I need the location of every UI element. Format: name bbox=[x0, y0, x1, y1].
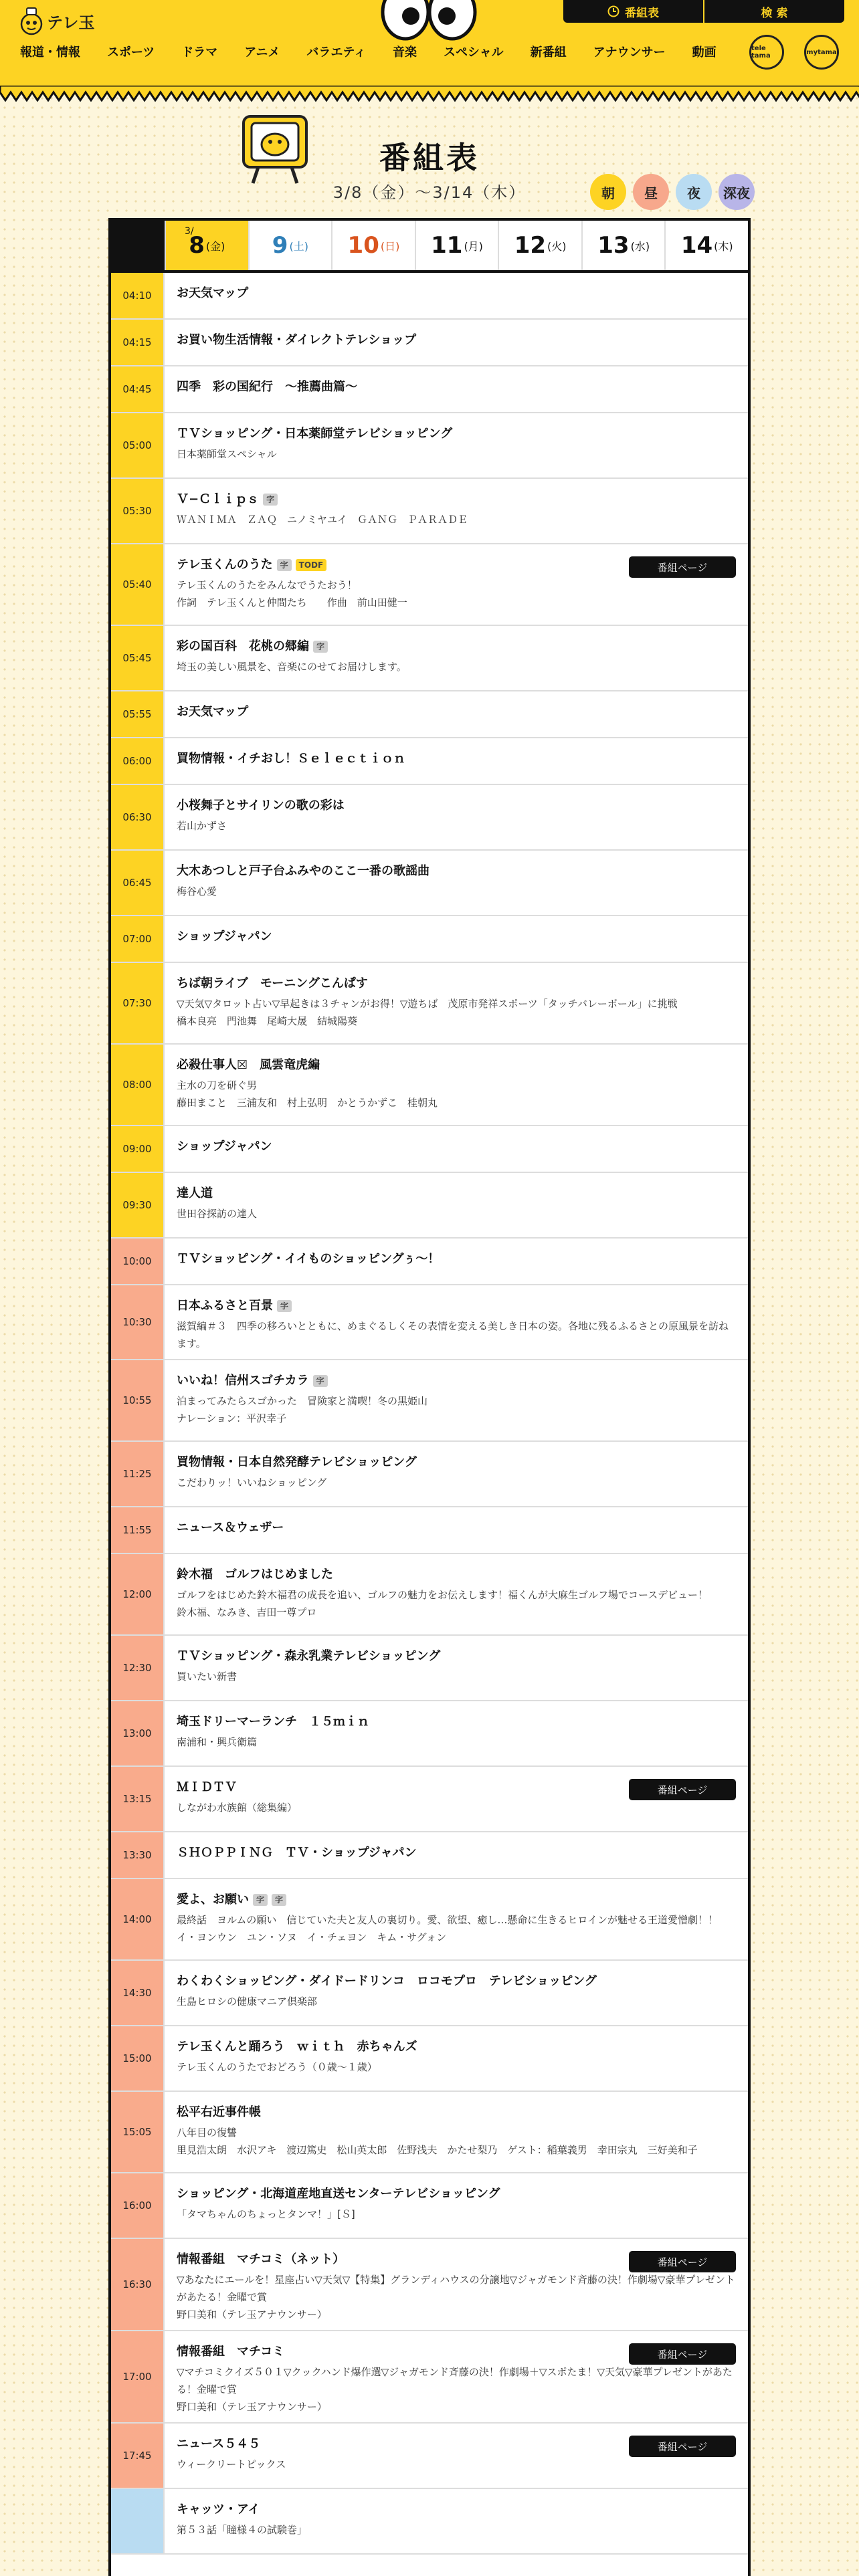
program-title-text[interactable]: キャッツ・アイ bbox=[177, 2502, 260, 2516]
program-title bbox=[177, 285, 736, 302]
day-tab-month: 3/ bbox=[185, 226, 194, 237]
program-description: ▽天気▽タロット占い▽早起きは３チャンがお得！▽遊ちば 茂原市発祥スポーツ「タッチバレーボール」に挑戦 bbox=[177, 998, 678, 1010]
program-description: 買いたい新書 bbox=[177, 1671, 237, 1683]
program-time: 17:00 bbox=[111, 2331, 165, 2422]
program-time: 06:45 bbox=[111, 851, 165, 915]
program-description: 世田谷探訪の達人 bbox=[177, 1208, 258, 1220]
day-tab-weekday: (月) bbox=[464, 239, 483, 253]
program-title-text[interactable]: ＳＨＯＰＰＩＮＧ ＴＶ・ショップジャパン bbox=[177, 1846, 417, 1860]
program-title-text[interactable]: ショッピング・北海道産地直送センターテレビショッピング bbox=[177, 2187, 500, 2201]
program-title-text[interactable]: ニュース５４５ bbox=[177, 2437, 261, 2451]
program-title bbox=[177, 1372, 736, 1390]
day-tab-weekday: (火) bbox=[547, 239, 567, 253]
program-info bbox=[165, 1961, 748, 2025]
program-row[interactable] bbox=[111, 851, 748, 916]
program-row[interactable] bbox=[111, 273, 748, 320]
subtitle-badge: 字 bbox=[277, 559, 292, 571]
program-row[interactable] bbox=[111, 413, 748, 479]
day-tab-weekday: (土) bbox=[289, 239, 308, 253]
nav-item-anime[interactable]: アニメ bbox=[244, 45, 280, 60]
nav-item-new-programs[interactable]: 新番組 bbox=[530, 45, 567, 60]
program-row[interactable] bbox=[111, 1701, 748, 1767]
nav-item-news[interactable]: 報道・情報 bbox=[20, 45, 80, 60]
todf-badge: TODF bbox=[296, 559, 327, 571]
program-row[interactable] bbox=[111, 544, 748, 626]
program-description: 最終話 ヨルムの願い 信じていた夫と友人の裏切り。愛、欲望、癒し…懸命に生きるヒロインが魅せる王道愛憎劇！！ bbox=[177, 1914, 718, 1926]
program-description: 野口美和（テレ玉アナウンサー） bbox=[177, 2309, 327, 2321]
program-info bbox=[165, 1701, 748, 1765]
program-info bbox=[165, 273, 748, 318]
program-info bbox=[165, 916, 748, 962]
program-title-text[interactable]: ＴＶショッピング・日本薬師堂テレビショッピング bbox=[177, 427, 453, 441]
program-time: 05:00 bbox=[111, 413, 165, 477]
program-title bbox=[177, 863, 736, 880]
program-info bbox=[165, 1126, 748, 1172]
program-info bbox=[165, 738, 748, 784]
program-description: 生島ヒロシの健康マニア倶楽部 bbox=[177, 1996, 318, 2008]
schedule-link[interactable] bbox=[563, 0, 703, 23]
program-time: 13:00 bbox=[111, 1701, 165, 1765]
program-title-text[interactable]: 松平右近事件帳 bbox=[177, 2105, 261, 2119]
program-description: ▽あなたにエールを！星座占い▽天気▽【特集】グランディハウスの分譲地▽ジャガモンド斉藤の決！作劇場▽豪華プレゼントがあたる！金曜で賞 bbox=[177, 2274, 735, 2303]
program-title-text[interactable]: ＴＶショッピング・森永乳業テレビショッピング bbox=[177, 1649, 441, 1663]
program-description: しながわ水族館（総集編） bbox=[177, 1802, 298, 1814]
program-info bbox=[165, 963, 748, 1043]
program-info bbox=[165, 366, 748, 412]
program-time: 05:30 bbox=[111, 479, 165, 543]
program-time: 12:00 bbox=[111, 1554, 165, 1634]
program-title bbox=[177, 332, 736, 349]
mytama-icon[interactable] bbox=[804, 35, 839, 70]
site-header bbox=[0, 0, 859, 94]
program-row[interactable] bbox=[111, 366, 748, 413]
program-info bbox=[165, 691, 748, 737]
day-tabs-corner bbox=[111, 221, 165, 270]
program-row[interactable] bbox=[111, 1961, 748, 2026]
program-info bbox=[165, 2424, 748, 2488]
program-description: 若山かずさ bbox=[177, 820, 227, 832]
program-description: こだわりッ！いいねショッピング bbox=[177, 1477, 327, 1489]
program-title-text[interactable]: 四季 彩の国紀行 〜推薦曲篇〜 bbox=[177, 380, 357, 394]
tele-tama-mascot-icon bbox=[20, 5, 43, 36]
header-zigzag-divider bbox=[0, 86, 859, 102]
program-time: 13:15 bbox=[111, 1767, 165, 1831]
program-page-button[interactable]: 番組ページ bbox=[629, 1779, 736, 1800]
program-title-text[interactable]: 彩の国百科 花桃の郷編 bbox=[177, 639, 309, 653]
nav-service-icons bbox=[749, 35, 839, 70]
subtitle-badge: 字 bbox=[313, 1375, 328, 1387]
program-title-text[interactable]: 埼玉ドリーマーランチ １５ｍｉｎ bbox=[177, 1715, 369, 1729]
program-description: 八年目の復讐 bbox=[177, 2127, 237, 2139]
program-info bbox=[165, 785, 748, 849]
program-description: ウィークリートピックス bbox=[177, 2458, 286, 2470]
program-row[interactable] bbox=[111, 916, 748, 963]
program-row[interactable] bbox=[111, 738, 748, 785]
program-title-text[interactable]: 愛よ、お願い bbox=[177, 1893, 249, 1907]
day-tab[interactable] bbox=[415, 221, 498, 270]
program-title-text[interactable]: 必殺仕事人☒ 風雲竜虎編 bbox=[177, 1058, 320, 1072]
program-title-text[interactable]: ショップジャパン bbox=[177, 930, 272, 944]
day-tab-date: 10 bbox=[347, 232, 379, 259]
slot-daytime-button[interactable]: 昼 bbox=[633, 174, 669, 210]
program-info bbox=[165, 851, 748, 915]
program-title-text[interactable]: わくわくショッピング・ダイドードリンコ ロコモプロ テレビショッピング bbox=[177, 1974, 597, 1988]
program-title bbox=[177, 1297, 736, 1315]
program-title bbox=[177, 1519, 736, 1537]
mascot-eyes-icon bbox=[379, 0, 479, 43]
program-title-text[interactable]: 大木あつしと戸子台ふみやのここ一番の歌謡曲 bbox=[177, 864, 430, 878]
program-time: 16:00 bbox=[111, 2173, 165, 2238]
day-tab-weekday: (木) bbox=[714, 239, 733, 253]
program-row[interactable] bbox=[111, 1126, 748, 1173]
program-time: 09:00 bbox=[111, 1126, 165, 1172]
program-row[interactable] bbox=[111, 785, 748, 851]
program-row[interactable] bbox=[111, 2331, 748, 2424]
program-description: 里見浩太朗 水沢アキ 渡辺篤史 松山英太郎 佐野浅夫 かたせ梨乃 ゲスト：稲葉義男 幸田宗丸 三好美和子 bbox=[177, 2144, 698, 2156]
program-info bbox=[165, 2173, 748, 2238]
program-title bbox=[177, 1185, 736, 1202]
nav-item-sports[interactable]: スポーツ bbox=[107, 45, 155, 60]
program-title bbox=[177, 1713, 736, 1731]
subtitle-badge: 字 bbox=[272, 1894, 286, 1906]
program-info bbox=[165, 1045, 748, 1125]
program-time: 11:55 bbox=[111, 1507, 165, 1553]
mytama-label: mytama bbox=[806, 48, 837, 56]
program-row[interactable] bbox=[111, 1173, 748, 1239]
program-title bbox=[177, 1454, 736, 1471]
program-schedule bbox=[108, 218, 751, 2576]
program-time: 14:00 bbox=[111, 1879, 165, 1959]
program-row[interactable] bbox=[111, 1636, 748, 1701]
program-title bbox=[177, 2038, 736, 2056]
subtitle-badge: 字 bbox=[253, 1894, 268, 1906]
program-description: 日本薬師堂スペシャル bbox=[177, 448, 277, 460]
program-row[interactable] bbox=[111, 1045, 748, 1126]
program-title-text[interactable]: ＭＩＤＴＶ bbox=[177, 1780, 237, 1794]
program-title bbox=[177, 425, 736, 443]
program-description: ＷＡＮＩＭＡ ＺＡＱ ニノミヤユイ ＧＡＮＧ ＰＡＲＡＤＥ bbox=[177, 514, 468, 526]
day-tab-weekday: (金) bbox=[205, 239, 225, 253]
subtitle-badge: 字 bbox=[277, 1300, 292, 1312]
search-link[interactable] bbox=[703, 0, 844, 23]
program-title bbox=[177, 2104, 736, 2121]
program-info bbox=[165, 1554, 748, 1634]
program-description: 主水の刀を研ぐ男 bbox=[177, 1079, 258, 1091]
program-title bbox=[177, 491, 736, 508]
program-title bbox=[177, 379, 736, 396]
program-title bbox=[177, 1138, 736, 1156]
program-description: 鈴木福、なみき、吉田一尊プロ bbox=[177, 1606, 317, 1618]
program-time: 05:45 bbox=[111, 626, 165, 690]
search-link-label: 検 索 bbox=[761, 6, 788, 20]
program-title-text[interactable]: Ｖ−Ｃｌｉｐｓ bbox=[177, 492, 260, 506]
day-tab-date: 11 bbox=[431, 232, 463, 259]
program-title bbox=[177, 704, 736, 721]
day-tab[interactable] bbox=[165, 221, 248, 270]
program-title-text[interactable]: テレ玉くんのうた bbox=[177, 558, 273, 572]
tele-tama-app-label: tele tama bbox=[751, 45, 771, 60]
program-description: イ・ヨンウン ユン・ソヌ イ・チェヨン キム・サグォン bbox=[177, 1931, 447, 1943]
program-description: 橋本良亮 門池舞 尾崎大晟 結城陽葵 bbox=[177, 1015, 358, 1027]
day-tab-date: 13 bbox=[597, 232, 630, 259]
program-time bbox=[111, 2489, 165, 2553]
program-info bbox=[165, 1285, 748, 1359]
program-description: 埼玉の美しい風景を、音楽にのせてお届けします。 bbox=[177, 661, 407, 673]
program-description: 泊まってみたらスゴかった 冒険家と満喫！冬の黒姫山 bbox=[177, 1395, 428, 1407]
program-title bbox=[177, 975, 736, 992]
program-info bbox=[165, 2489, 748, 2553]
program-page-button[interactable]: 番組ページ bbox=[629, 556, 736, 578]
program-row[interactable] bbox=[111, 1360, 748, 1442]
program-description: ▽マチコミクイズ５０１▽クックハンド爆作選▽ジャガモンド斉藤の決！作劇場＋▽スポたま！▽天気▽豪華プレゼントがあたる！金曜で賞 bbox=[177, 2366, 733, 2395]
day-tab-weekday: (日) bbox=[380, 239, 400, 253]
program-row[interactable] bbox=[111, 1507, 748, 1554]
nav-item-videos[interactable]: 動画 bbox=[692, 45, 717, 60]
program-page-button[interactable]: 番組ページ bbox=[629, 2436, 736, 2457]
program-row[interactable] bbox=[111, 2239, 748, 2331]
clock-icon bbox=[607, 5, 619, 17]
program-title-text[interactable]: ちば朝ライブ モーニングこんぱす bbox=[177, 976, 368, 990]
program-time: 10:30 bbox=[111, 1285, 165, 1359]
program-info bbox=[165, 1636, 748, 1700]
day-tab-weekday: (水) bbox=[630, 239, 650, 253]
program-time: 08:00 bbox=[111, 1045, 165, 1125]
program-time: 10:55 bbox=[111, 1360, 165, 1440]
top-utility-bar bbox=[563, 0, 844, 23]
program-time: 09:30 bbox=[111, 1173, 165, 1237]
program-title-text[interactable]: 鈴木福 ゴルフはじめました bbox=[177, 1568, 333, 1582]
program-page-button[interactable]: 番組ページ bbox=[629, 2343, 736, 2365]
program-info bbox=[165, 2092, 748, 2172]
program-time: 06:30 bbox=[111, 785, 165, 849]
schedule-link-label: 番組表 bbox=[625, 6, 659, 20]
day-tab[interactable] bbox=[331, 221, 415, 270]
date-range: 3/8（金）〜3/14（木） bbox=[332, 183, 527, 202]
program-row[interactable] bbox=[111, 963, 748, 1045]
site-logo[interactable] bbox=[20, 5, 95, 36]
program-title-text[interactable]: 買物情報・イチおし！Ｓｅｌｅｃｔｉｏｎ bbox=[177, 752, 405, 766]
program-info bbox=[165, 1767, 748, 1831]
day-tabs bbox=[111, 221, 748, 273]
program-title bbox=[177, 797, 736, 815]
program-row[interactable] bbox=[111, 2173, 748, 2239]
main-nav bbox=[20, 43, 743, 60]
slot-morning-button[interactable]: 朝 bbox=[590, 174, 626, 210]
program-title-text[interactable]: お買い物生活情報・ダイレクトテレショップ bbox=[177, 333, 417, 347]
program-time: 15:00 bbox=[111, 2026, 165, 2090]
subtitle-badge: 字 bbox=[313, 641, 328, 653]
program-time: 05:40 bbox=[111, 544, 165, 625]
program-row[interactable] bbox=[111, 626, 748, 691]
program-row[interactable] bbox=[111, 1554, 748, 1636]
program-title-text[interactable]: ＴＶショッピング・イイものショッピングぅ〜！ bbox=[177, 1252, 440, 1266]
program-row[interactable] bbox=[111, 1767, 748, 1832]
program-page-button[interactable]: 番組ページ bbox=[629, 2251, 736, 2272]
nav-item-announcers[interactable]: アナウンサー bbox=[593, 45, 666, 60]
program-row[interactable] bbox=[111, 1285, 748, 1360]
program-time: 04:15 bbox=[111, 320, 165, 365]
program-description: テレ玉くんのうたでおどろう（０歳〜１歳） bbox=[177, 2061, 377, 2073]
day-tab[interactable] bbox=[664, 221, 748, 270]
program-description: 南浦和・興兵衛篇 bbox=[177, 1736, 258, 1748]
program-title bbox=[177, 1648, 736, 1665]
program-time: 04:45 bbox=[111, 366, 165, 412]
program-info bbox=[165, 1173, 748, 1237]
program-row[interactable] bbox=[111, 1239, 748, 1285]
program-title-text[interactable]: テレ玉くんと踊ろう ｗｉｔｈ 赤ちゃんズ bbox=[177, 2040, 417, 2054]
program-row[interactable] bbox=[111, 2092, 748, 2173]
program-description: 滋賀編＃３ 四季の移ろいとともに、めまぐるしくその表情を変える美しき日本の姿。各地に残るふるさとの原風景を訪ねます。 bbox=[177, 1320, 729, 1350]
subtitle-badge: 字 bbox=[263, 494, 278, 506]
program-time: 07:30 bbox=[111, 963, 165, 1043]
day-tab-date: 14 bbox=[680, 232, 713, 259]
program-title bbox=[177, 1844, 736, 1862]
program-title-text[interactable]: 買物情報・日本自然発酵テレビショッピング bbox=[177, 1455, 417, 1469]
program-description: テレ玉くんのうたをみんなでうたおう！ bbox=[177, 579, 357, 591]
program-time: 16:30 bbox=[111, 2239, 165, 2330]
program-row[interactable] bbox=[111, 1879, 748, 1961]
program-row[interactable] bbox=[111, 691, 748, 738]
program-info bbox=[165, 544, 748, 625]
program-title bbox=[177, 750, 736, 768]
program-info bbox=[165, 1832, 748, 1878]
program-info bbox=[165, 1442, 748, 1506]
program-title bbox=[177, 1057, 736, 1074]
program-title bbox=[177, 2501, 736, 2518]
program-info bbox=[165, 626, 748, 690]
program-title-text[interactable]: いいね！信州スゴチカラ bbox=[177, 1374, 309, 1388]
program-row[interactable] bbox=[111, 2026, 748, 2092]
program-info bbox=[165, 1879, 748, 1959]
nav-item-drama[interactable]: ドラマ bbox=[181, 45, 218, 60]
program-title-text[interactable]: お天気マップ bbox=[177, 705, 249, 719]
time-slot-jump bbox=[590, 174, 755, 210]
program-title bbox=[177, 638, 736, 655]
program-info bbox=[165, 1360, 748, 1440]
nav-item-special[interactable]: スペシャル bbox=[443, 45, 504, 60]
program-description: 作詞 テレ玉くんと仲間たち 作曲 前山田健一 bbox=[177, 597, 407, 609]
program-info bbox=[165, 2331, 748, 2422]
program-info bbox=[165, 320, 748, 365]
program-title-text[interactable]: お天気マップ bbox=[177, 286, 249, 300]
program-row[interactable] bbox=[111, 1442, 748, 1507]
program-info bbox=[165, 2026, 748, 2090]
program-title-text[interactable]: ショップジャパン bbox=[177, 1140, 272, 1154]
program-time: 07:00 bbox=[111, 916, 165, 962]
program-title bbox=[177, 1891, 736, 1909]
program-row[interactable] bbox=[111, 1832, 748, 1879]
program-info bbox=[165, 1239, 748, 1284]
program-title bbox=[177, 1566, 736, 1584]
program-time: 13:30 bbox=[111, 1832, 165, 1878]
program-time: 11:25 bbox=[111, 1442, 165, 1506]
program-row[interactable] bbox=[111, 2489, 748, 2555]
nav-item-music[interactable]: 音楽 bbox=[392, 45, 417, 60]
program-time: 12:30 bbox=[111, 1636, 165, 1700]
tele-tama-app-icon[interactable] bbox=[749, 35, 784, 70]
program-description: 梅谷心愛 bbox=[177, 885, 217, 897]
program-title bbox=[177, 928, 736, 946]
program-info bbox=[165, 413, 748, 477]
program-title-text[interactable]: 小桜舞子とサイリンの歌の彩は bbox=[177, 798, 345, 813]
program-row[interactable] bbox=[111, 320, 748, 366]
program-title-text[interactable]: 情報番組 マチコミ（ネット） bbox=[177, 2252, 345, 2266]
day-tab-date: 8 bbox=[189, 232, 205, 259]
slot-late-night-button[interactable]: 深夜 bbox=[719, 174, 755, 210]
program-info bbox=[165, 2239, 748, 2330]
program-row[interactable] bbox=[111, 2424, 748, 2489]
program-description: 第５３話「瞳様４の試験巻」 bbox=[177, 2524, 308, 2536]
program-title-text[interactable]: 達人道 bbox=[177, 1186, 213, 1200]
program-row[interactable] bbox=[111, 479, 748, 544]
day-tab-date: 12 bbox=[514, 232, 547, 259]
program-description: 藤田まこと 三浦友和 村上弘明 かとうかずこ 桂朝丸 bbox=[177, 1097, 438, 1109]
program-time: 14:30 bbox=[111, 1961, 165, 2025]
program-description: ゴルフをはじめた鈴木福君の成長を追い、ゴルフの魅力をお伝えします！福くんが大麻生ゴルフ場でコースデビュー！ bbox=[177, 1589, 708, 1601]
program-title bbox=[177, 1973, 736, 1990]
day-tab[interactable] bbox=[498, 221, 581, 270]
program-time: 06:00 bbox=[111, 738, 165, 784]
logo-text: テレ玉 bbox=[47, 13, 95, 32]
day-tab-date: 9 bbox=[272, 232, 288, 259]
program-title-text[interactable]: ニュース＆ウェザー bbox=[177, 1521, 284, 1535]
program-time: 15:05 bbox=[111, 2092, 165, 2172]
program-title bbox=[177, 1251, 736, 1268]
program-title bbox=[177, 2185, 736, 2203]
program-list bbox=[111, 273, 748, 2555]
day-tab[interactable] bbox=[581, 221, 665, 270]
program-info bbox=[165, 1507, 748, 1553]
program-time: 04:10 bbox=[111, 273, 165, 318]
program-info bbox=[165, 479, 748, 543]
program-time: 17:45 bbox=[111, 2424, 165, 2488]
program-description: 「タマちゃんのちょっとタンマ！」[Ｓ] bbox=[177, 2208, 355, 2220]
nav-item-variety[interactable]: バラエティ bbox=[306, 45, 366, 60]
program-time: 05:55 bbox=[111, 691, 165, 737]
program-description: ナレーション：平沢幸子 bbox=[177, 1412, 287, 1424]
slot-evening-button[interactable]: 夜 bbox=[676, 174, 712, 210]
program-description: 野口美和（テレ玉アナウンサー） bbox=[177, 2401, 327, 2413]
page-title: 番組表 bbox=[379, 140, 480, 176]
day-tab[interactable] bbox=[248, 221, 332, 270]
program-title-text[interactable]: 日本ふるさと百景 bbox=[177, 1299, 273, 1313]
program-time: 10:00 bbox=[111, 1239, 165, 1284]
program-title-text[interactable]: 情報番組 マチコミ bbox=[177, 2345, 285, 2359]
